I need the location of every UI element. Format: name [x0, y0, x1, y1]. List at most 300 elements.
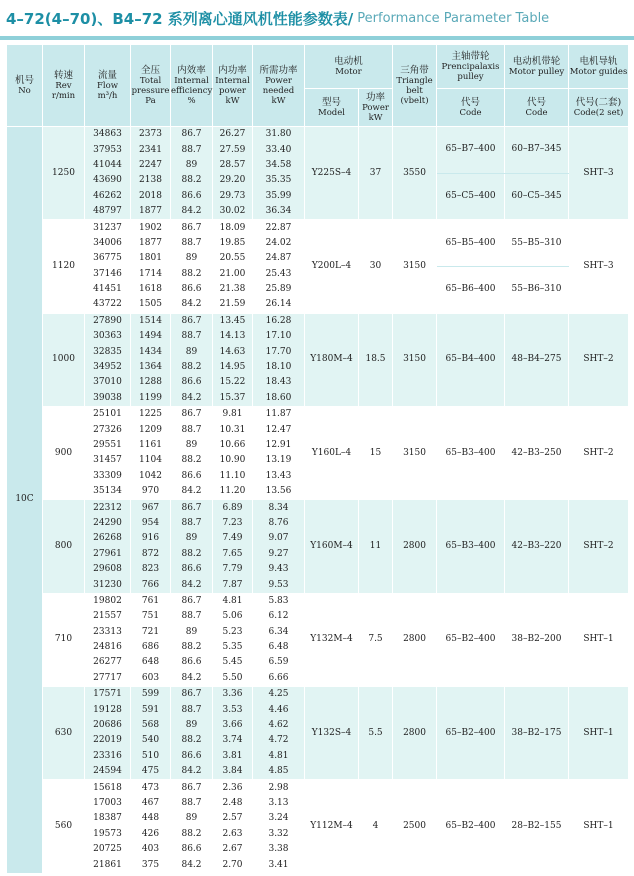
- motor-model-cell: Y112M–4: [305, 780, 359, 873]
- internal-power-cell: 28.57: [213, 158, 253, 173]
- efficiency-cell: 88.7: [171, 702, 213, 717]
- motor-guides-code: SHT–1: [569, 780, 629, 873]
- power-needed-cell: 8.34: [253, 500, 305, 516]
- power-needed-cell: 13.56: [253, 484, 305, 500]
- power-needed-cell: 35.99: [253, 189, 305, 204]
- speed-cell: 560: [43, 780, 85, 873]
- pressure-cell: 467: [131, 796, 171, 811]
- flow-cell: 39038: [85, 391, 131, 407]
- efficiency-cell: 86.6: [171, 189, 213, 204]
- efficiency-cell: 86.6: [171, 282, 213, 297]
- motor-model-cell: Y132S–4: [305, 687, 359, 780]
- flow-cell: 25101: [85, 407, 131, 423]
- pressure-cell: 1209: [131, 422, 171, 437]
- header-motor-model: 型号 Model: [305, 89, 359, 127]
- pressure-cell: 1714: [131, 267, 171, 282]
- efficiency-cell: 84.2: [171, 204, 213, 220]
- header-efficiency: 内效率 Internal efficiency %: [171, 45, 213, 127]
- power-needed-cell: 6.34: [253, 625, 305, 640]
- motor-guides-code: SHT–2: [569, 313, 629, 406]
- internal-power-cell: 5.23: [213, 625, 253, 640]
- efficiency-cell: 86.6: [171, 655, 213, 670]
- internal-power-cell: 29.20: [213, 173, 253, 188]
- power-needed-cell: 13.19: [253, 453, 305, 468]
- table-row: [7, 220, 629, 236]
- flow-cell: 31457: [85, 453, 131, 468]
- flow-cell: 15618: [85, 780, 131, 796]
- internal-power-cell: 15.22: [213, 375, 253, 390]
- efficiency-cell: 86.7: [171, 593, 213, 609]
- performance-table: [6, 44, 629, 873]
- flow-cell: 31230: [85, 577, 131, 593]
- efficiency-cell: 86.6: [171, 375, 213, 390]
- pressure-cell: 1288: [131, 375, 171, 390]
- pressure-cell: 591: [131, 702, 171, 717]
- motor-model-cell: Y180M–4: [305, 313, 359, 406]
- flow-cell: 23316: [85, 749, 131, 764]
- internal-power-cell: 19.85: [213, 236, 253, 251]
- power-needed-cell: 35.35: [253, 173, 305, 188]
- internal-power-cell: 27.59: [213, 142, 253, 157]
- header-speed: 转速 Rev r/min: [43, 45, 85, 127]
- flow-cell: 27890: [85, 313, 131, 329]
- belt-cell: 3150: [393, 313, 437, 406]
- power-needed-cell: 9.43: [253, 562, 305, 577]
- speed-cell: 900: [43, 407, 85, 500]
- pressure-cell: 916: [131, 531, 171, 546]
- motor-pulley-code: 55–B5–310: [505, 220, 569, 267]
- power-needed-cell: 2.98: [253, 780, 305, 796]
- internal-power-cell: 9.81: [213, 407, 253, 423]
- internal-power-cell: 21.59: [213, 297, 253, 313]
- motor-power-cell: 11: [359, 500, 393, 593]
- internal-power-cell: 29.73: [213, 189, 253, 204]
- header-motor-pulley-code: 代号 Code: [505, 89, 569, 127]
- efficiency-cell: 86.6: [171, 562, 213, 577]
- pressure-cell: 1042: [131, 469, 171, 484]
- efficiency-cell: 89: [171, 811, 213, 826]
- belt-cell: 3550: [393, 127, 437, 220]
- pressure-cell: 603: [131, 671, 171, 687]
- table-row: [7, 780, 629, 796]
- power-needed-cell: 33.40: [253, 142, 305, 157]
- internal-power-cell: 11.10: [213, 469, 253, 484]
- efficiency-cell: 84.2: [171, 857, 213, 872]
- internal-power-cell: 5.06: [213, 609, 253, 624]
- pressure-cell: 510: [131, 749, 171, 764]
- pressure-cell: 686: [131, 640, 171, 655]
- principal-pulley-code: 65–B5–400: [437, 220, 505, 267]
- flow-cell: 21557: [85, 609, 131, 624]
- efficiency-cell: 88.7: [171, 516, 213, 531]
- pressure-cell: 1434: [131, 344, 171, 359]
- efficiency-cell: 86.7: [171, 687, 213, 703]
- principal-pulley-code: 65–C5–400: [437, 173, 505, 220]
- power-needed-cell: 12.47: [253, 422, 305, 437]
- pressure-cell: 2341: [131, 142, 171, 157]
- flow-cell: 36775: [85, 251, 131, 266]
- header-belt: 三角带 Triangle belt (vbelt): [393, 45, 437, 127]
- pressure-cell: 1494: [131, 329, 171, 344]
- power-needed-cell: 36.34: [253, 204, 305, 220]
- principal-pulley-code: 65–B2–400: [437, 593, 505, 686]
- internal-power-cell: 3.81: [213, 749, 253, 764]
- motor-pulley-code: 28–B2–155: [505, 780, 569, 873]
- power-needed-cell: 18.10: [253, 360, 305, 375]
- flow-cell: 37146: [85, 267, 131, 282]
- internal-power-cell: 2.67: [213, 842, 253, 857]
- power-needed-cell: 3.32: [253, 827, 305, 842]
- flow-cell: 20686: [85, 718, 131, 733]
- belt-cell: 3150: [393, 220, 437, 313]
- pressure-cell: 1225: [131, 407, 171, 423]
- power-needed-cell: 6.12: [253, 609, 305, 624]
- power-needed-cell: 34.58: [253, 158, 305, 173]
- power-needed-cell: 5.83: [253, 593, 305, 609]
- pressure-cell: 1801: [131, 251, 171, 266]
- efficiency-cell: 89: [171, 344, 213, 359]
- efficiency-cell: 88.7: [171, 422, 213, 437]
- internal-power-cell: 2.48: [213, 796, 253, 811]
- flow-cell: 17571: [85, 687, 131, 703]
- table-row: [7, 127, 629, 143]
- principal-pulley-code: 65–B4–400: [437, 313, 505, 406]
- internal-power-cell: 14.95: [213, 360, 253, 375]
- pressure-cell: 568: [131, 718, 171, 733]
- efficiency-cell: 86.7: [171, 500, 213, 516]
- header-flow: 流量 Flow m³/h: [85, 45, 131, 127]
- speed-cell: 1250: [43, 127, 85, 220]
- pressure-cell: 1514: [131, 313, 171, 329]
- motor-power-cell: 18.5: [359, 313, 393, 406]
- flow-cell: 34006: [85, 236, 131, 251]
- efficiency-cell: 84.2: [171, 671, 213, 687]
- belt-cell: 2800: [393, 593, 437, 686]
- internal-power-cell: 3.36: [213, 687, 253, 703]
- flow-cell: 34952: [85, 360, 131, 375]
- internal-power-cell: 20.55: [213, 251, 253, 266]
- internal-power-cell: 2.57: [213, 811, 253, 826]
- pressure-cell: 448: [131, 811, 171, 826]
- motor-pulley-code: 55–B6–310: [505, 267, 569, 314]
- efficiency-cell: 89: [171, 158, 213, 173]
- efficiency-cell: 86.7: [171, 407, 213, 423]
- flow-cell: 19573: [85, 827, 131, 842]
- flow-cell: 37010: [85, 375, 131, 390]
- efficiency-cell: 88.2: [171, 547, 213, 562]
- table-row: [7, 500, 629, 516]
- efficiency-cell: 84.2: [171, 577, 213, 593]
- flow-cell: 32835: [85, 344, 131, 359]
- internal-power-cell: 7.87: [213, 577, 253, 593]
- efficiency-cell: 86.7: [171, 220, 213, 236]
- motor-pulley-code: 60–B7–345: [505, 127, 569, 174]
- internal-power-cell: 21.00: [213, 267, 253, 282]
- header-motor-power: 功率 Power kW: [359, 89, 393, 127]
- pressure-cell: 1364: [131, 360, 171, 375]
- power-needed-cell: 24.02: [253, 236, 305, 251]
- internal-power-cell: 7.23: [213, 516, 253, 531]
- header-pressure: 全压 Total pressure Pa: [131, 45, 171, 127]
- internal-power-cell: 2.70: [213, 857, 253, 872]
- efficiency-cell: 88.7: [171, 329, 213, 344]
- internal-power-cell: 10.31: [213, 422, 253, 437]
- motor-guides-code: SHT–2: [569, 407, 629, 500]
- pressure-cell: 426: [131, 827, 171, 842]
- header-power-needed: 所需功率 Power needed kW: [253, 45, 305, 127]
- power-needed-cell: 4.25: [253, 687, 305, 703]
- power-needed-cell: 18.60: [253, 391, 305, 407]
- internal-power-cell: 14.13: [213, 329, 253, 344]
- header-principal-code: 代号 Code: [437, 89, 505, 127]
- motor-power-cell: 15: [359, 407, 393, 500]
- machine-number: 10C: [7, 127, 43, 873]
- speed-cell: 1000: [43, 313, 85, 406]
- internal-power-cell: 11.20: [213, 484, 253, 500]
- motor-pulley-code: 38–B2–200: [505, 593, 569, 686]
- motor-pulley-code: 48–B4–275: [505, 313, 569, 406]
- flow-cell: 34863: [85, 127, 131, 143]
- power-needed-cell: 16.28: [253, 313, 305, 329]
- power-needed-cell: 6.48: [253, 640, 305, 655]
- pressure-cell: 1104: [131, 453, 171, 468]
- table-row: [7, 593, 629, 609]
- table-row: [7, 313, 629, 329]
- header-model: 机号 No: [7, 45, 43, 127]
- flow-cell: 35134: [85, 484, 131, 500]
- pressure-cell: 1902: [131, 220, 171, 236]
- power-needed-cell: 25.43: [253, 267, 305, 282]
- efficiency-cell: 88.2: [171, 827, 213, 842]
- power-needed-cell: 4.62: [253, 718, 305, 733]
- efficiency-cell: 86.6: [171, 749, 213, 764]
- pressure-cell: 648: [131, 655, 171, 670]
- flow-cell: 23313: [85, 625, 131, 640]
- pressure-cell: 970: [131, 484, 171, 500]
- header-guides-code: 代号(二套) Code(2 set): [569, 89, 629, 127]
- efficiency-cell: 89: [171, 251, 213, 266]
- pressure-cell: 475: [131, 764, 171, 780]
- internal-power-cell: 10.90: [213, 453, 253, 468]
- efficiency-cell: 84.2: [171, 764, 213, 780]
- power-needed-cell: 22.87: [253, 220, 305, 236]
- flow-cell: 27717: [85, 671, 131, 687]
- power-needed-cell: 12.91: [253, 438, 305, 453]
- principal-pulley-code: 65–B7–400: [437, 127, 505, 174]
- pressure-cell: 1877: [131, 204, 171, 220]
- motor-guides-code: SHT–3: [569, 220, 629, 313]
- efficiency-cell: 89: [171, 625, 213, 640]
- flow-cell: 30363: [85, 329, 131, 344]
- motor-pulley-code: 42–B3–250: [505, 407, 569, 500]
- efficiency-cell: 86.6: [171, 842, 213, 857]
- pressure-cell: 1505: [131, 297, 171, 313]
- motor-pulley-code: 60–C5–345: [505, 173, 569, 220]
- efficiency-cell: 88.2: [171, 640, 213, 655]
- flow-cell: 19802: [85, 593, 131, 609]
- efficiency-cell: 89: [171, 718, 213, 733]
- flow-cell: 37953: [85, 142, 131, 157]
- motor-guides-code: SHT–2: [569, 500, 629, 593]
- principal-pulley-code: 65–B3–400: [437, 407, 505, 500]
- power-needed-cell: 4.81: [253, 749, 305, 764]
- flow-cell: 24290: [85, 516, 131, 531]
- efficiency-cell: 88.2: [171, 360, 213, 375]
- power-needed-cell: 9.07: [253, 531, 305, 546]
- pressure-cell: 2018: [131, 189, 171, 204]
- efficiency-cell: 88.2: [171, 267, 213, 282]
- internal-power-cell: 5.35: [213, 640, 253, 655]
- flow-cell: 19128: [85, 702, 131, 717]
- internal-power-cell: 2.63: [213, 827, 253, 842]
- flow-cell: 17003: [85, 796, 131, 811]
- motor-pulley-code: 42–B3–220: [505, 500, 569, 593]
- efficiency-cell: 86.7: [171, 127, 213, 143]
- power-needed-cell: 3.24: [253, 811, 305, 826]
- pressure-cell: 954: [131, 516, 171, 531]
- page-title: 4–72(4–70)、B4–72 系列离心通风机性能参数表/: [6, 9, 354, 28]
- internal-power-cell: 10.66: [213, 438, 253, 453]
- flow-cell: 29551: [85, 438, 131, 453]
- pressure-cell: 540: [131, 733, 171, 748]
- belt-cell: 3150: [393, 407, 437, 500]
- header-motor-guides: 电机导轨 Motor guides: [569, 45, 629, 89]
- flow-cell: 22019: [85, 733, 131, 748]
- flow-cell: 27961: [85, 547, 131, 562]
- motor-power-cell: 5.5: [359, 687, 393, 780]
- internal-power-cell: 5.45: [213, 655, 253, 670]
- efficiency-cell: 88.7: [171, 142, 213, 157]
- belt-cell: 2800: [393, 687, 437, 780]
- internal-power-cell: 14.63: [213, 344, 253, 359]
- flow-cell: 27326: [85, 422, 131, 437]
- flow-cell: 24594: [85, 764, 131, 780]
- pressure-cell: 1618: [131, 282, 171, 297]
- header-motor-pulley: 电动机带轮 Motor pulley: [505, 45, 569, 89]
- power-needed-cell: 3.41: [253, 857, 305, 872]
- internal-power-cell: 3.84: [213, 764, 253, 780]
- efficiency-cell: 84.2: [171, 391, 213, 407]
- table-row: [7, 407, 629, 423]
- flow-cell: 20725: [85, 842, 131, 857]
- power-needed-cell: 4.85: [253, 764, 305, 780]
- pressure-cell: 721: [131, 625, 171, 640]
- flow-cell: 26268: [85, 531, 131, 546]
- internal-power-cell: 13.45: [213, 313, 253, 329]
- header-motor: 电动机 Motor: [305, 45, 393, 89]
- motor-guides-code: SHT–1: [569, 687, 629, 780]
- efficiency-cell: 86.7: [171, 780, 213, 796]
- internal-power-cell: 3.74: [213, 733, 253, 748]
- flow-cell: 22312: [85, 500, 131, 516]
- efficiency-cell: 86.6: [171, 469, 213, 484]
- internal-power-cell: 3.66: [213, 718, 253, 733]
- power-needed-cell: 3.13: [253, 796, 305, 811]
- pressure-cell: 823: [131, 562, 171, 577]
- flow-cell: 29608: [85, 562, 131, 577]
- motor-model-cell: Y132M–4: [305, 593, 359, 686]
- motor-power-cell: 4: [359, 780, 393, 873]
- pressure-cell: 1199: [131, 391, 171, 407]
- flow-cell: 24816: [85, 640, 131, 655]
- speed-cell: 1120: [43, 220, 85, 313]
- flow-cell: 41044: [85, 158, 131, 173]
- motor-power-cell: 30: [359, 220, 393, 313]
- power-needed-cell: 24.87: [253, 251, 305, 266]
- internal-power-cell: 7.65: [213, 547, 253, 562]
- speed-cell: 710: [43, 593, 85, 686]
- power-needed-cell: 26.14: [253, 297, 305, 313]
- pressure-cell: 751: [131, 609, 171, 624]
- pressure-cell: 761: [131, 593, 171, 609]
- page-title-english: Performance Parameter Table: [357, 10, 550, 26]
- internal-power-cell: 26.27: [213, 127, 253, 143]
- flow-cell: 41451: [85, 282, 131, 297]
- table-row: [7, 687, 629, 703]
- flow-cell: 31237: [85, 220, 131, 236]
- pressure-cell: 2138: [131, 173, 171, 188]
- pressure-cell: 2373: [131, 127, 171, 143]
- efficiency-cell: 88.7: [171, 796, 213, 811]
- pressure-cell: 473: [131, 780, 171, 796]
- power-needed-cell: 4.72: [253, 733, 305, 748]
- efficiency-cell: 88.7: [171, 236, 213, 251]
- motor-power-cell: 7.5: [359, 593, 393, 686]
- power-needed-cell: 18.43: [253, 375, 305, 390]
- motor-model-cell: Y225S–4: [305, 127, 359, 220]
- header-divider: [0, 36, 634, 40]
- internal-power-cell: 3.53: [213, 702, 253, 717]
- speed-cell: 630: [43, 687, 85, 780]
- pressure-cell: 599: [131, 687, 171, 703]
- internal-power-cell: 18.09: [213, 220, 253, 236]
- internal-power-cell: 7.49: [213, 531, 253, 546]
- power-needed-cell: 13.43: [253, 469, 305, 484]
- flow-cell: 33309: [85, 469, 131, 484]
- principal-pulley-code: 65–B2–400: [437, 780, 505, 873]
- efficiency-cell: 89: [171, 438, 213, 453]
- internal-power-cell: 15.37: [213, 391, 253, 407]
- belt-cell: 2500: [393, 780, 437, 873]
- power-needed-cell: 9.53: [253, 577, 305, 593]
- motor-guides-code: SHT–1: [569, 593, 629, 686]
- pressure-cell: 766: [131, 577, 171, 593]
- efficiency-cell: 84.2: [171, 484, 213, 500]
- flow-cell: 21861: [85, 857, 131, 872]
- pressure-cell: 1877: [131, 236, 171, 251]
- power-needed-cell: 6.59: [253, 655, 305, 670]
- flow-cell: 26277: [85, 655, 131, 670]
- power-needed-cell: 31.80: [253, 127, 305, 143]
- speed-cell: 800: [43, 500, 85, 593]
- internal-power-cell: 4.81: [213, 593, 253, 609]
- power-needed-cell: 3.38: [253, 842, 305, 857]
- efficiency-cell: 89: [171, 531, 213, 546]
- power-needed-cell: 9.27: [253, 547, 305, 562]
- motor-guides-code: SHT–3: [569, 127, 629, 220]
- internal-power-cell: 6.89: [213, 500, 253, 516]
- header-internal-power: 内功率 Internal power kW: [213, 45, 253, 127]
- header-principal-pulley: 主轴带轮 Prencipalaxis pulley: [437, 45, 505, 89]
- internal-power-cell: 21.38: [213, 282, 253, 297]
- principal-pulley-code: 65–B3–400: [437, 500, 505, 593]
- internal-power-cell: 30.02: [213, 204, 253, 220]
- page-header: [0, 0, 634, 36]
- internal-power-cell: 7.79: [213, 562, 253, 577]
- motor-pulley-code: 38–B2–175: [505, 687, 569, 780]
- pressure-cell: 375: [131, 857, 171, 872]
- efficiency-cell: 86.7: [171, 313, 213, 329]
